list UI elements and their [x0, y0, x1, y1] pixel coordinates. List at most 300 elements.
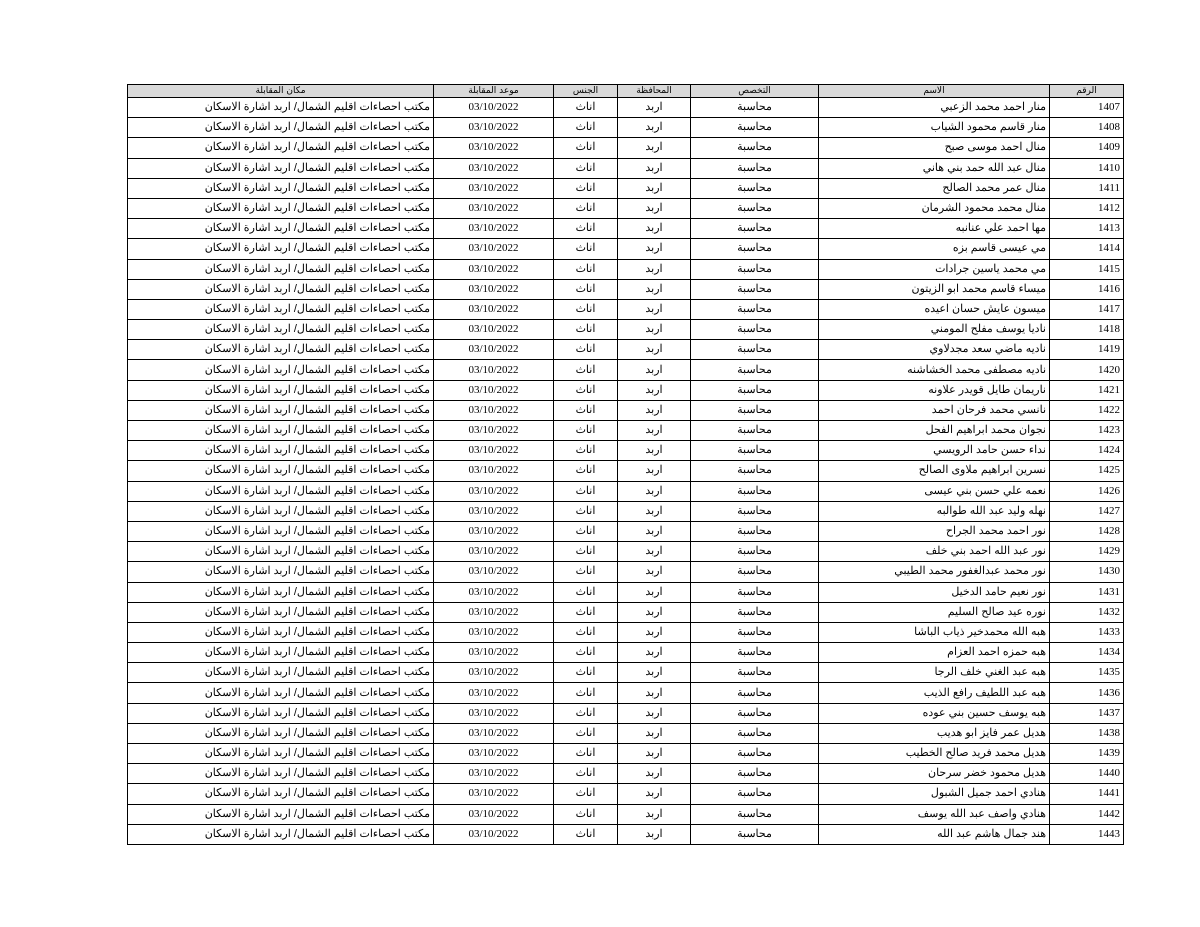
cell-gender: اناث [554, 178, 618, 198]
cell-gender: اناث [554, 279, 618, 299]
cell-governorate: اربد [618, 542, 691, 562]
cell-specialization: محاسبة [691, 98, 819, 118]
cell-gender: اناث [554, 259, 618, 279]
cell-date: 03/10/2022 [434, 824, 554, 844]
cell-number: 1425 [1050, 461, 1124, 481]
cell-place: مكتب احصاءات اقليم الشمال/ اربد اشارة الاسكان [128, 542, 434, 562]
cell-place: مكتب احصاءات اقليم الشمال/ اربد اشارة الاسكان [128, 138, 434, 158]
cell-gender: اناث [554, 461, 618, 481]
cell-place: مكتب احصاءات اقليم الشمال/ اربد اشارة الاسكان [128, 703, 434, 723]
cell-name: هبه حمزه احمد العزام [819, 643, 1050, 663]
cell-gender: اناث [554, 198, 618, 218]
cell-governorate: اربد [618, 562, 691, 582]
cell-specialization: محاسبة [691, 441, 819, 461]
cell-date: 03/10/2022 [434, 764, 554, 784]
cell-number: 1433 [1050, 622, 1124, 642]
cell-number: 1436 [1050, 683, 1124, 703]
cell-specialization: محاسبة [691, 118, 819, 138]
cell-name: ناديه ماضي سعد مجدلاوي [819, 340, 1050, 360]
cell-governorate: اربد [618, 320, 691, 340]
cell-gender: اناث [554, 542, 618, 562]
cell-place: مكتب احصاءات اقليم الشمال/ اربد اشارة الاسكان [128, 239, 434, 259]
cell-specialization: محاسبة [691, 279, 819, 299]
cell-number: 1415 [1050, 259, 1124, 279]
cell-date: 03/10/2022 [434, 198, 554, 218]
table-row [128, 461, 1124, 481]
cell-number: 1424 [1050, 441, 1124, 461]
cell-specialization: محاسبة [691, 622, 819, 642]
table-row [128, 198, 1124, 218]
cell-name: مي عيسى قاسم بزه [819, 239, 1050, 259]
interview-schedule-sheet [127, 84, 1123, 845]
table-header-row [128, 85, 1124, 98]
cell-gender: اناث [554, 239, 618, 259]
cell-specialization: محاسبة [691, 602, 819, 622]
cell-date: 03/10/2022 [434, 340, 554, 360]
cell-date: 03/10/2022 [434, 602, 554, 622]
cell-date: 03/10/2022 [434, 299, 554, 319]
cell-governorate: اربد [618, 663, 691, 683]
cell-place: مكتب احصاءات اقليم الشمال/ اربد اشارة الاسكان [128, 683, 434, 703]
cell-name: نور احمد محمد الجراح [819, 521, 1050, 541]
cell-gender: اناث [554, 299, 618, 319]
cell-date: 03/10/2022 [434, 118, 554, 138]
cell-specialization: محاسبة [691, 259, 819, 279]
cell-number: 1420 [1050, 360, 1124, 380]
cell-place: مكتب احصاءات اقليم الشمال/ اربد اشارة الاسكان [128, 380, 434, 400]
cell-date: 03/10/2022 [434, 723, 554, 743]
cell-place: مكتب احصاءات اقليم الشمال/ اربد اشارة الاسكان [128, 400, 434, 420]
cell-place: مكتب احصاءات اقليم الشمال/ اربد اشارة الاسكان [128, 784, 434, 804]
cell-name: منال احمد موسى صبح [819, 138, 1050, 158]
cell-specialization: محاسبة [691, 138, 819, 158]
cell-specialization: محاسبة [691, 824, 819, 844]
cell-governorate: اربد [618, 299, 691, 319]
cell-specialization: محاسبة [691, 723, 819, 743]
cell-gender: اناث [554, 501, 618, 521]
cell-number: 1430 [1050, 562, 1124, 582]
cell-place: مكتب احصاءات اقليم الشمال/ اربد اشارة الاسكان [128, 824, 434, 844]
cell-governorate: اربد [618, 461, 691, 481]
cell-governorate: اربد [618, 380, 691, 400]
cell-governorate: اربد [618, 703, 691, 723]
cell-governorate: اربد [618, 643, 691, 663]
cell-place: مكتب احصاءات اقليم الشمال/ اربد اشارة الاسكان [128, 198, 434, 218]
cell-gender: اناث [554, 663, 618, 683]
cell-specialization: محاسبة [691, 784, 819, 804]
cell-specialization: محاسبة [691, 643, 819, 663]
cell-specialization: محاسبة [691, 360, 819, 380]
cell-governorate: اربد [618, 744, 691, 764]
cell-specialization: محاسبة [691, 501, 819, 521]
cell-gender: اناث [554, 219, 618, 239]
cell-number: 1426 [1050, 481, 1124, 501]
cell-governorate: اربد [618, 804, 691, 824]
cell-number: 1443 [1050, 824, 1124, 844]
cell-governorate: اربد [618, 481, 691, 501]
table-row [128, 441, 1124, 461]
cell-name: هبه الله محمدخير ذياب الباشا [819, 622, 1050, 642]
cell-name: منال محمد محمود الشرمان [819, 198, 1050, 218]
table-row [128, 643, 1124, 663]
table-row [128, 824, 1124, 844]
cell-specialization: محاسبة [691, 481, 819, 501]
cell-gender: اناث [554, 602, 618, 622]
cell-date: 03/10/2022 [434, 804, 554, 824]
cell-number: 1434 [1050, 643, 1124, 663]
cell-date: 03/10/2022 [434, 683, 554, 703]
cell-number: 1431 [1050, 582, 1124, 602]
cell-date: 03/10/2022 [434, 582, 554, 602]
cell-number: 1427 [1050, 501, 1124, 521]
header-place: مكان المقابلة [128, 85, 434, 98]
cell-place: مكتب احصاءات اقليم الشمال/ اربد اشارة الاسكان [128, 744, 434, 764]
cell-date: 03/10/2022 [434, 784, 554, 804]
cell-specialization: محاسبة [691, 744, 819, 764]
cell-place: مكتب احصاءات اقليم الشمال/ اربد اشارة الاسكان [128, 723, 434, 743]
header-number: الرقم [1050, 85, 1124, 98]
cell-date: 03/10/2022 [434, 744, 554, 764]
cell-name: نور نعيم حامد الدخيل [819, 582, 1050, 602]
table-row [128, 259, 1124, 279]
table-row [128, 118, 1124, 138]
cell-place: مكتب احصاءات اقليم الشمال/ اربد اشارة الاسكان [128, 501, 434, 521]
cell-date: 03/10/2022 [434, 622, 554, 642]
cell-specialization: محاسبة [691, 804, 819, 824]
cell-name: مها احمد علي عنانبه [819, 219, 1050, 239]
cell-date: 03/10/2022 [434, 461, 554, 481]
cell-date: 03/10/2022 [434, 219, 554, 239]
cell-place: مكتب احصاءات اقليم الشمال/ اربد اشارة الاسكان [128, 118, 434, 138]
cell-number: 1408 [1050, 118, 1124, 138]
cell-gender: اناث [554, 481, 618, 501]
cell-gender: اناث [554, 562, 618, 582]
table-row [128, 239, 1124, 259]
cell-number: 1412 [1050, 198, 1124, 218]
cell-place: مكتب احصاءات اقليم الشمال/ اربد اشارة الاسكان [128, 663, 434, 683]
cell-number: 1438 [1050, 723, 1124, 743]
cell-name: نهله وليد عبد الله طوالبه [819, 501, 1050, 521]
cell-date: 03/10/2022 [434, 279, 554, 299]
table-row [128, 360, 1124, 380]
cell-number: 1417 [1050, 299, 1124, 319]
cell-place: مكتب احصاءات اقليم الشمال/ اربد اشارة الاسكان [128, 299, 434, 319]
cell-place: مكتب احصاءات اقليم الشمال/ اربد اشارة الاسكان [128, 602, 434, 622]
table-row [128, 521, 1124, 541]
cell-name: نسرين ابراهيم ملاوى الصالح [819, 461, 1050, 481]
cell-governorate: اربد [618, 784, 691, 804]
table-row [128, 622, 1124, 642]
cell-name: ناديه مصطفى محمد الخشاشنه [819, 360, 1050, 380]
cell-date: 03/10/2022 [434, 158, 554, 178]
cell-date: 03/10/2022 [434, 481, 554, 501]
cell-name: نور عبد الله احمد بني خلف [819, 542, 1050, 562]
cell-name: هديل عمر فايز ابو هديب [819, 723, 1050, 743]
cell-specialization: محاسبة [691, 683, 819, 703]
cell-gender: اناث [554, 360, 618, 380]
cell-name: نجوان محمد ابراهيم الفحل [819, 421, 1050, 441]
cell-place: مكتب احصاءات اقليم الشمال/ اربد اشارة الاسكان [128, 421, 434, 441]
cell-governorate: اربد [618, 824, 691, 844]
cell-governorate: اربد [618, 219, 691, 239]
cell-governorate: اربد [618, 421, 691, 441]
cell-number: 1421 [1050, 380, 1124, 400]
header-gender: الجنس [554, 85, 618, 98]
table-row [128, 744, 1124, 764]
cell-specialization: محاسبة [691, 380, 819, 400]
header-specialization: التخصص [691, 85, 819, 98]
table-row [128, 98, 1124, 118]
cell-date: 03/10/2022 [434, 501, 554, 521]
cell-name: هند جمال هاشم عبد الله [819, 824, 1050, 844]
cell-date: 03/10/2022 [434, 421, 554, 441]
cell-number: 1414 [1050, 239, 1124, 259]
cell-governorate: اربد [618, 118, 691, 138]
cell-name: ناديا يوسف مفلح المومني [819, 320, 1050, 340]
cell-specialization: محاسبة [691, 764, 819, 784]
cell-specialization: محاسبة [691, 219, 819, 239]
cell-name: ناريمان طايل قويدر علاونه [819, 380, 1050, 400]
cell-specialization: محاسبة [691, 340, 819, 360]
cell-specialization: محاسبة [691, 461, 819, 481]
cell-name: منال عمر محمد الصالح [819, 178, 1050, 198]
cell-number: 1437 [1050, 703, 1124, 723]
cell-place: مكتب احصاءات اقليم الشمال/ اربد اشارة الاسكان [128, 643, 434, 663]
cell-place: مكتب احصاءات اقليم الشمال/ اربد اشارة الاسكان [128, 764, 434, 784]
cell-place: مكتب احصاءات اقليم الشمال/ اربد اشارة الاسكان [128, 320, 434, 340]
cell-number: 1441 [1050, 784, 1124, 804]
cell-name: منار قاسم محمود الشياب [819, 118, 1050, 138]
cell-place: مكتب احصاءات اقليم الشمال/ اربد اشارة الاسكان [128, 521, 434, 541]
cell-number: 1429 [1050, 542, 1124, 562]
cell-governorate: اربد [618, 98, 691, 118]
cell-name: هنادي واصف عبد الله يوسف [819, 804, 1050, 824]
cell-date: 03/10/2022 [434, 663, 554, 683]
cell-gender: اناث [554, 683, 618, 703]
cell-place: مكتب احصاءات اقليم الشمال/ اربد اشارة الاسكان [128, 279, 434, 299]
cell-name: هبه يوسف حسين بني عوده [819, 703, 1050, 723]
cell-governorate: اربد [618, 340, 691, 360]
cell-date: 03/10/2022 [434, 441, 554, 461]
cell-gender: اناث [554, 703, 618, 723]
cell-gender: اناث [554, 98, 618, 118]
cell-governorate: اربد [618, 239, 691, 259]
cell-governorate: اربد [618, 360, 691, 380]
cell-name: نعمه علي حسن بني عيسى [819, 481, 1050, 501]
cell-specialization: محاسبة [691, 703, 819, 723]
cell-date: 03/10/2022 [434, 521, 554, 541]
table-row [128, 340, 1124, 360]
cell-name: منال عبد الله حمد بني هاني [819, 158, 1050, 178]
cell-number: 1440 [1050, 764, 1124, 784]
cell-gender: اناث [554, 723, 618, 743]
cell-number: 1411 [1050, 178, 1124, 198]
cell-gender: اناث [554, 744, 618, 764]
table-row [128, 582, 1124, 602]
cell-specialization: محاسبة [691, 582, 819, 602]
cell-name: منار احمد محمد الزعبي [819, 98, 1050, 118]
cell-gender: اناث [554, 320, 618, 340]
cell-governorate: اربد [618, 178, 691, 198]
cell-gender: اناث [554, 118, 618, 138]
cell-place: مكتب احصاءات اقليم الشمال/ اربد اشارة الاسكان [128, 259, 434, 279]
table-row [128, 683, 1124, 703]
cell-specialization: محاسبة [691, 239, 819, 259]
cell-number: 1416 [1050, 279, 1124, 299]
cell-specialization: محاسبة [691, 320, 819, 340]
cell-gender: اناث [554, 421, 618, 441]
table-body [128, 98, 1124, 845]
cell-number: 1418 [1050, 320, 1124, 340]
cell-date: 03/10/2022 [434, 320, 554, 340]
table-row [128, 178, 1124, 198]
cell-gender: اناث [554, 400, 618, 420]
cell-date: 03/10/2022 [434, 562, 554, 582]
cell-number: 1442 [1050, 804, 1124, 824]
cell-name: نانسي محمد فرحان احمد [819, 400, 1050, 420]
cell-date: 03/10/2022 [434, 380, 554, 400]
cell-governorate: اربد [618, 441, 691, 461]
cell-date: 03/10/2022 [434, 542, 554, 562]
table-row [128, 501, 1124, 521]
cell-number: 1409 [1050, 138, 1124, 158]
interview-schedule-table [127, 84, 1124, 845]
cell-specialization: محاسبة [691, 562, 819, 582]
cell-specialization: محاسبة [691, 198, 819, 218]
cell-governorate: اربد [618, 501, 691, 521]
cell-name: ميساء قاسم محمد ابو الزيتون [819, 279, 1050, 299]
cell-date: 03/10/2022 [434, 643, 554, 663]
cell-number: 1428 [1050, 521, 1124, 541]
table-row [128, 421, 1124, 441]
cell-governorate: اربد [618, 198, 691, 218]
table-row [128, 663, 1124, 683]
cell-name: نداء حسن حامد الرويسي [819, 441, 1050, 461]
cell-number: 1432 [1050, 602, 1124, 622]
cell-gender: اناث [554, 441, 618, 461]
table-row [128, 804, 1124, 824]
cell-governorate: اربد [618, 521, 691, 541]
table-row [128, 784, 1124, 804]
cell-number: 1422 [1050, 400, 1124, 420]
table-row [128, 602, 1124, 622]
cell-number: 1419 [1050, 340, 1124, 360]
cell-governorate: اربد [618, 400, 691, 420]
cell-specialization: محاسبة [691, 299, 819, 319]
cell-place: مكتب احصاءات اقليم الشمال/ اربد اشارة الاسكان [128, 441, 434, 461]
cell-governorate: اربد [618, 259, 691, 279]
cell-gender: اناث [554, 158, 618, 178]
table-row [128, 542, 1124, 562]
cell-gender: اناث [554, 521, 618, 541]
cell-governorate: اربد [618, 723, 691, 743]
table-row [128, 723, 1124, 743]
cell-gender: اناث [554, 582, 618, 602]
cell-number: 1423 [1050, 421, 1124, 441]
table-row [128, 279, 1124, 299]
cell-gender: اناث [554, 784, 618, 804]
cell-name: مي محمد ياسين جرادات [819, 259, 1050, 279]
cell-name: هنادي احمد جميل الشبول [819, 784, 1050, 804]
cell-place: مكتب احصاءات اقليم الشمال/ اربد اشارة الاسكان [128, 98, 434, 118]
table-row [128, 764, 1124, 784]
cell-place: مكتب احصاءات اقليم الشمال/ اربد اشارة الاسكان [128, 562, 434, 582]
cell-date: 03/10/2022 [434, 138, 554, 158]
cell-name: هبه عبد اللطيف رافع الذيب [819, 683, 1050, 703]
table-row [128, 400, 1124, 420]
cell-place: مكتب احصاءات اقليم الشمال/ اربد اشارة الاسكان [128, 158, 434, 178]
cell-governorate: اربد [618, 582, 691, 602]
cell-gender: اناث [554, 643, 618, 663]
cell-number: 1435 [1050, 663, 1124, 683]
cell-name: نوره عيد صالح السليم [819, 602, 1050, 622]
cell-place: مكتب احصاءات اقليم الشمال/ اربد اشارة الاسكان [128, 804, 434, 824]
header-governorate: المحافظة [618, 85, 691, 98]
table-row [128, 481, 1124, 501]
header-name: الاسم [819, 85, 1050, 98]
table-row [128, 219, 1124, 239]
cell-governorate: اربد [618, 158, 691, 178]
cell-date: 03/10/2022 [434, 259, 554, 279]
cell-name: هديل محمد فريد صالح الخطيب [819, 744, 1050, 764]
cell-gender: اناث [554, 764, 618, 784]
cell-specialization: محاسبة [691, 521, 819, 541]
table-row [128, 138, 1124, 158]
cell-gender: اناث [554, 340, 618, 360]
cell-place: مكتب احصاءات اقليم الشمال/ اربد اشارة الاسكان [128, 360, 434, 380]
cell-gender: اناث [554, 622, 618, 642]
cell-date: 03/10/2022 [434, 178, 554, 198]
cell-name: ميسون عايش حسان اعيده [819, 299, 1050, 319]
cell-date: 03/10/2022 [434, 239, 554, 259]
cell-number: 1413 [1050, 219, 1124, 239]
cell-specialization: محاسبة [691, 400, 819, 420]
header-date: موعد المقابلة [434, 85, 554, 98]
cell-governorate: اربد [618, 764, 691, 784]
cell-specialization: محاسبة [691, 542, 819, 562]
cell-place: مكتب احصاءات اقليم الشمال/ اربد اشارة الاسكان [128, 622, 434, 642]
cell-governorate: اربد [618, 602, 691, 622]
cell-date: 03/10/2022 [434, 98, 554, 118]
cell-specialization: محاسبة [691, 663, 819, 683]
table-row [128, 703, 1124, 723]
cell-place: مكتب احصاءات اقليم الشمال/ اربد اشارة الاسكان [128, 219, 434, 239]
cell-name: هبه عبد الغني خلف الرجا [819, 663, 1050, 683]
cell-number: 1410 [1050, 158, 1124, 178]
cell-number: 1407 [1050, 98, 1124, 118]
table-row [128, 299, 1124, 319]
cell-governorate: اربد [618, 683, 691, 703]
cell-date: 03/10/2022 [434, 360, 554, 380]
table-row [128, 158, 1124, 178]
cell-gender: اناث [554, 824, 618, 844]
cell-place: مكتب احصاءات اقليم الشمال/ اربد اشارة الاسكان [128, 178, 434, 198]
cell-name: هديل محمود خضر سرحان [819, 764, 1050, 784]
cell-specialization: محاسبة [691, 421, 819, 441]
cell-place: مكتب احصاءات اقليم الشمال/ اربد اشارة الاسكان [128, 582, 434, 602]
cell-name: نور محمد عبدالغفور محمد الطيبي [819, 562, 1050, 582]
cell-gender: اناث [554, 804, 618, 824]
cell-specialization: محاسبة [691, 178, 819, 198]
cell-governorate: اربد [618, 622, 691, 642]
table-row [128, 320, 1124, 340]
cell-place: مكتب احصاءات اقليم الشمال/ اربد اشارة الاسكان [128, 461, 434, 481]
table-row [128, 562, 1124, 582]
cell-place: مكتب احصاءات اقليم الشمال/ اربد اشارة الاسكان [128, 340, 434, 360]
cell-date: 03/10/2022 [434, 703, 554, 723]
cell-specialization: محاسبة [691, 158, 819, 178]
cell-gender: اناث [554, 138, 618, 158]
